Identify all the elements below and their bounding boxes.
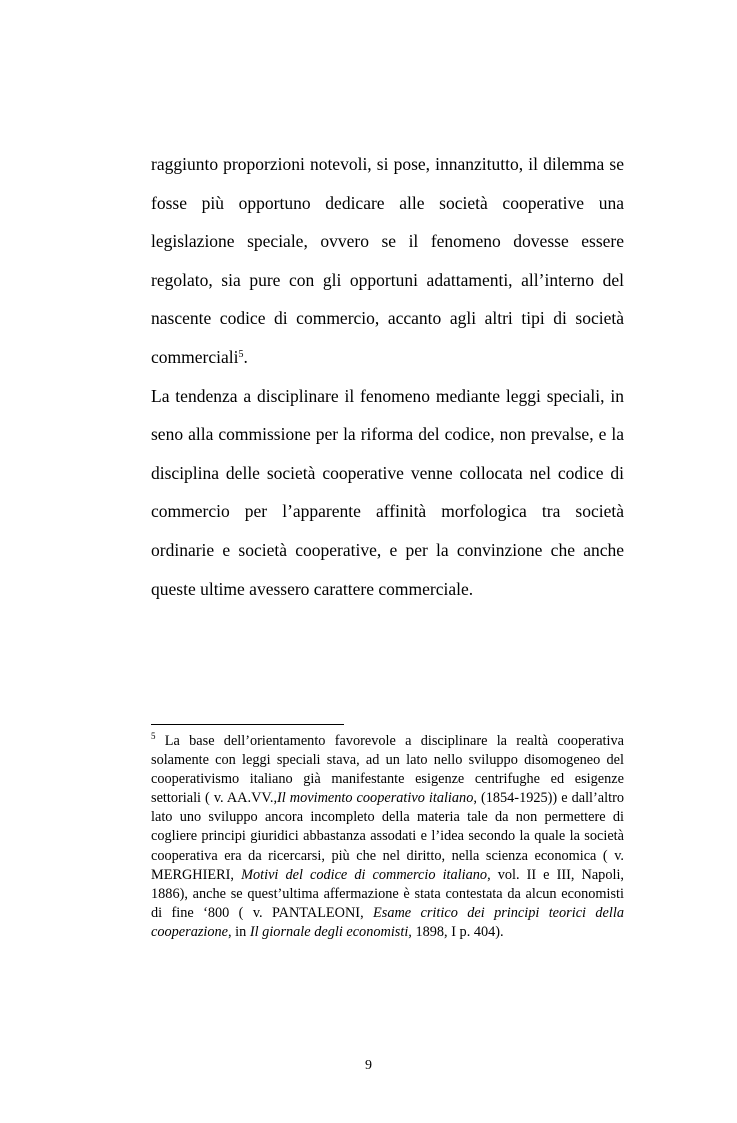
- paragraph-1-end: .: [243, 346, 248, 367]
- main-text: [151, 145, 624, 608]
- paragraph-2: La tendenza a disciplinare il fenomeno mediante leggi speciali, in seno alla commissione per la riforma del codice, non prevalse, e la disciplina delle società cooperative venne collocata nel codice di commercio per l’apparente affinità morfologica tra società ordinarie e società cooperative, e per la convinzione che anche queste ultime avessero carattere commerciale.: [151, 385, 624, 599]
- paragraph-1-text: raggiunto proporzioni notevoli, si pose, innanzitutto, il dilemma se fosse più opportuno dedicare alle società cooperative una legislazione speciale, ovvero se il fenomeno dovesse essere regolato, sia pure con gli opportuni adattamenti, all’interno del nascente codice di commercio, accanto agli altri tipi di società commerciali: [151, 154, 624, 367]
- footnote-text: La base dell’orientamento favorevole a disciplinare la realtà cooperativa solamente con leggi speciali stava, ad un lato nello sviluppo disomogeneo del cooperativismo italiano già manifestante esigenze centrifughe ed esigenze settoriali ( v. AA.VV.,: [151, 733, 624, 807]
- footnote-5: [151, 732, 624, 942]
- footnote-text: 1898, I p. 404).: [411, 923, 504, 940]
- footnote-title-italic: Motivi del codice di commercio italiano: [241, 866, 488, 883]
- footnote-text: , vol. II e III, Napoli, 1886), anche se quest’ultima affermazione è stata contestata da alcun economisti di fine ‘800 ( v. PANTALEONI,: [151, 866, 624, 921]
- paragraph-1: [151, 145, 624, 377]
- footnote-separator: [151, 724, 344, 725]
- footnote-journal-italic: Il giornale degli economisti,: [249, 923, 412, 940]
- footnote-title-italic: Il movimento cooperativo italiano: [277, 790, 474, 807]
- footnote-text: , (1854-1925)) e dall’altro lato uno sviluppo ancora incompleto della materia tale da non permettere di cogliere principi giuridici abbastanza assodati e l’idea secondo la quale la società cooperativa era da ricercarsi, più che nel diritto, nella scienza economica ( v. MERGHIERI,: [151, 790, 624, 883]
- footnote-reference[interactable]: 5: [238, 349, 244, 361]
- page-number: 9: [365, 1058, 372, 1073]
- footnote-title-italic: Esame critico dei principi teorici della cooperazione: [151, 904, 624, 940]
- footnote-number: 5: [151, 731, 156, 742]
- footnote-text: , in: [228, 923, 250, 940]
